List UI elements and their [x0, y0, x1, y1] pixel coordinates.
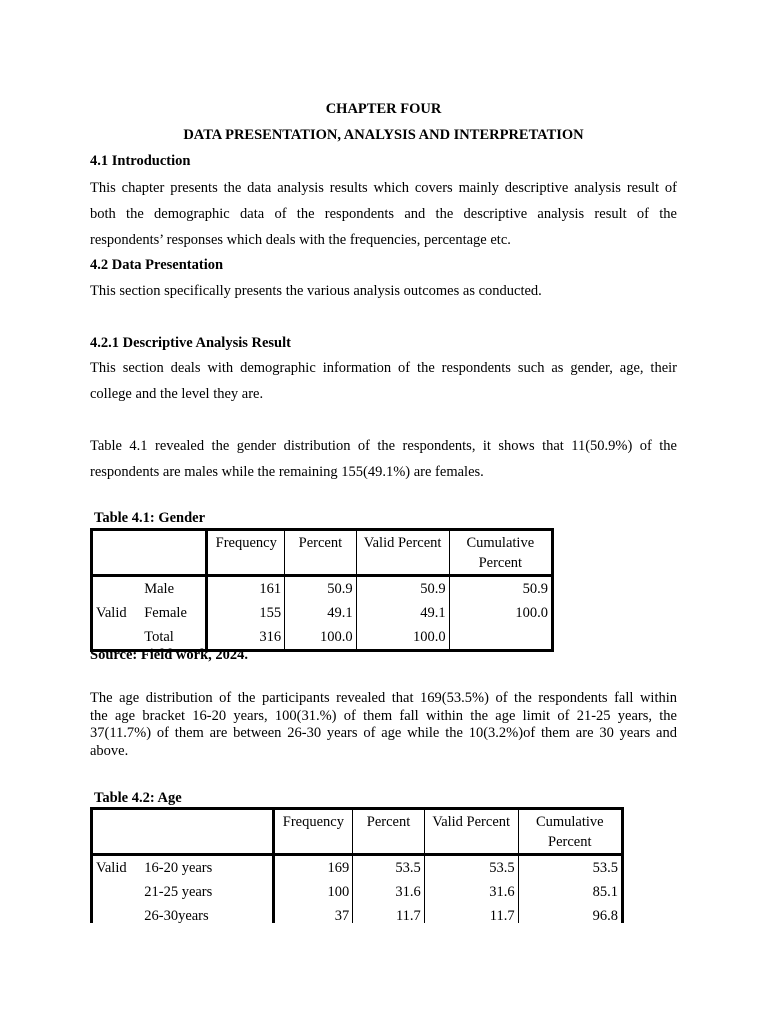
header-corner [92, 530, 207, 576]
intro-line: both the demographic data of the respondents and the descriptive analysis result of the [90, 206, 677, 222]
header-percent: Percent [285, 530, 357, 576]
gender-line: respondents are males while the remaining 155(49.1%) are females. [90, 464, 484, 480]
cell-percent: 49.1 [285, 601, 357, 625]
age-table-caption: Table 4.2: Age [94, 790, 182, 806]
header-cumulative-line: Percent [478, 555, 523, 571]
row-label: Female [141, 601, 207, 625]
gender-table-caption: Table 4.1: Gender [94, 510, 206, 526]
cell-valid-percent: 11.7 [424, 904, 518, 923]
intro-line: This chapter presents the data analysis results which covers mainly descriptive analysis result of [90, 180, 677, 196]
cell-percent: 50.9 [285, 576, 357, 602]
cell-cumulative: 96.8 [592, 908, 618, 923]
age-table-clip [90, 807, 624, 923]
header-cumulative-line: Cumulative [535, 814, 604, 830]
cell-valid-percent: 100.0 [356, 625, 449, 651]
cell-percent: 31.6 [353, 880, 425, 904]
header-cumulative [518, 809, 622, 855]
table-row [92, 855, 623, 881]
gender-table-source: Source: Field work, 2024. [90, 647, 249, 663]
header-percent: Percent [353, 809, 425, 855]
table-row [92, 601, 553, 625]
header-corner [92, 809, 274, 855]
cell-cumulative [449, 625, 552, 651]
age-line: the age bracket 16-20 years, 100(31.%) of them fall within the age limit of 21-25 years, the [90, 707, 677, 724]
header-cumulative-line: Percent [548, 834, 592, 850]
group-label: Valid [96, 604, 127, 621]
group-spacer [92, 904, 142, 923]
age-line: The age distribution of the participants revealed that 169(53.5%) of the respondents fall within [90, 690, 677, 706]
cell-cumulative: 50.9 [522, 580, 548, 597]
descriptive-paragraph [90, 355, 677, 407]
header-frequency: Frequency [273, 809, 353, 855]
table-row [92, 904, 623, 923]
table-row [92, 576, 553, 602]
cell-percent: 100.0 [285, 625, 357, 651]
cell-cumulative: 85.1 [592, 883, 618, 900]
intro-line: respondents’ responses which deals with the frequencies, percentage etc. [90, 232, 511, 248]
presentation-heading: 4.2 Data Presentation [90, 257, 224, 273]
group-spacer [92, 880, 142, 904]
header-frequency: Frequency [207, 530, 285, 576]
row-label: 21-25 years [141, 880, 273, 904]
gender-table [90, 528, 554, 652]
chapter-subtitle: DATA PRESENTATION, ANALYSIS AND INTERPRETATION [183, 127, 584, 143]
table-row [92, 880, 623, 904]
age-header-row [92, 809, 623, 855]
gender-header-row [92, 530, 553, 576]
cell-cumulative: 100.0 [515, 604, 548, 621]
header-cumulative-line: Cumulative [466, 535, 535, 551]
gender-line: Table 4.1 revealed the gender distribution of the respondents, it shows that 11(50.9%) of the [90, 438, 677, 454]
cell-frequency: 155 [207, 601, 285, 625]
cell-frequency: 37 [273, 904, 353, 923]
header-valid-percent: Valid Percent [356, 530, 449, 576]
presentation-text: This section specifically presents the various analysis outcomes as conducted. [90, 283, 542, 299]
cell-frequency: 169 [273, 855, 353, 881]
descriptive-line: This section deals with demographic information of the respondents such as gender, age, their [90, 360, 677, 376]
cell-cumulative: 53.5 [592, 859, 618, 876]
gender-paragraph [90, 433, 677, 485]
cell-frequency: 100 [273, 880, 353, 904]
age-line: 37(11.7%) of them are between 26-30 years of age while the 10(3.2%)of them are 30 years and [90, 725, 677, 741]
row-label: 26-30years [141, 904, 273, 923]
cell-valid-percent: 53.5 [424, 855, 518, 881]
intro-heading: 4.1 Introduction [90, 153, 191, 169]
row-label: Male [141, 576, 207, 602]
header-valid-percent: Valid Percent [424, 809, 518, 855]
cell-frequency: 161 [207, 576, 285, 602]
row-label: 16-20 years [141, 855, 273, 881]
group-label: Valid [96, 859, 127, 876]
descriptive-line: college and the level they are. [90, 386, 264, 402]
chapter-title: CHAPTER FOUR [325, 101, 442, 117]
header-cumulative [449, 530, 552, 576]
cell-valid-percent: 31.6 [424, 880, 518, 904]
age-paragraph [90, 690, 677, 760]
cell-percent: 11.7 [353, 904, 425, 923]
descriptive-heading: 4.2.1 Descriptive Analysis Result [90, 335, 291, 351]
cell-frequency: 316 [207, 625, 285, 651]
cell-valid-percent: 49.1 [356, 601, 449, 625]
age-line: above. [90, 742, 129, 759]
cell-percent: 53.5 [353, 855, 425, 881]
cell-valid-percent: 50.9 [356, 576, 449, 602]
intro-paragraph [90, 175, 677, 253]
age-table [90, 807, 624, 923]
row-label: Total [141, 625, 207, 651]
